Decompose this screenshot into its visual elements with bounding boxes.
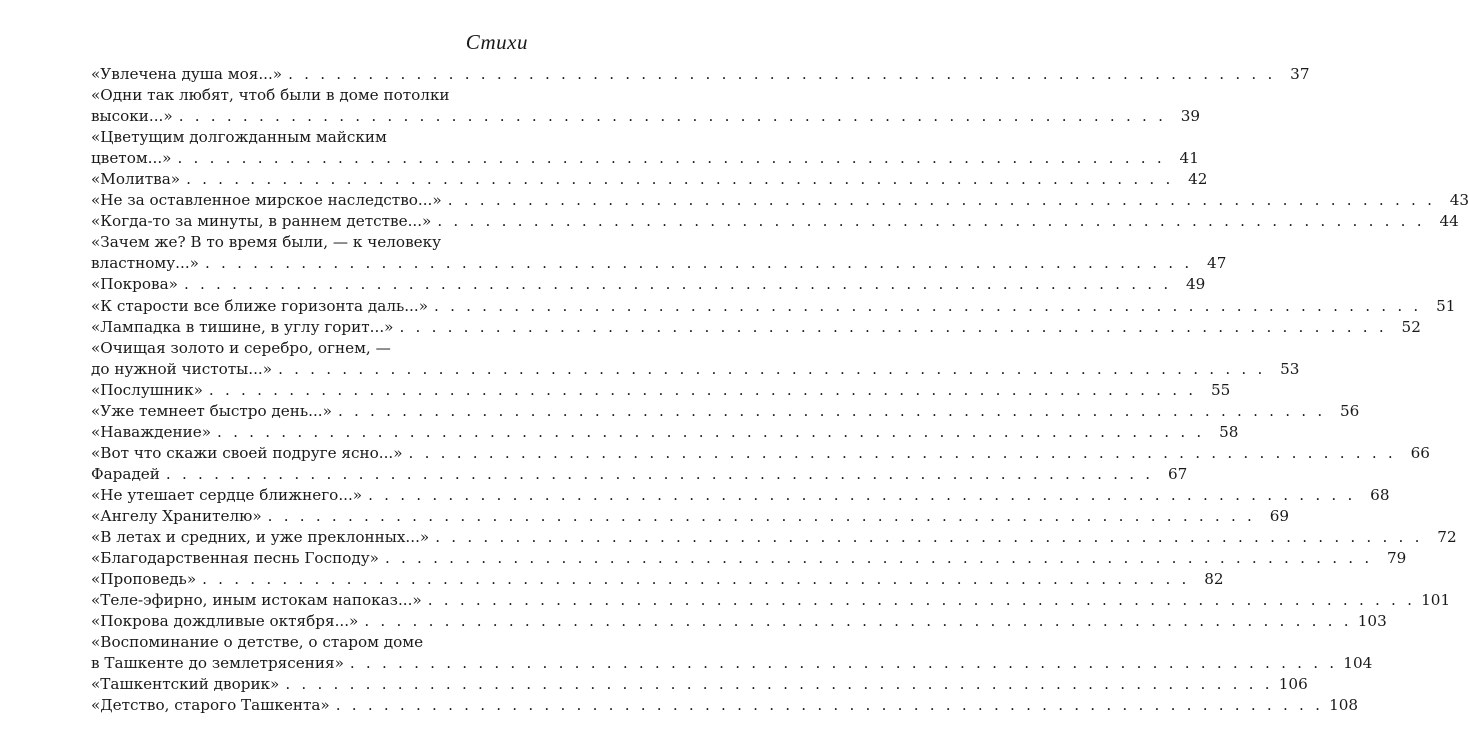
running-head: Стихи (465, 30, 528, 54)
toc-page-number: 41 (1179, 149, 1199, 168)
toc-page-number: 43 (1449, 191, 1469, 210)
toc-entry-title: «Наваждение» (91, 422, 212, 441)
toc-page-number: 42 (1188, 170, 1208, 189)
toc-entry-row (91, 211, 1459, 232)
dot-leader: . . . . . . . . . . . . . . . . . . . . . . . . . . . . . . . . . . . . . . . . . . . . . . . . . . . . . . . . . . . . . . (186, 170, 1174, 189)
toc-page-number: 56 (1340, 401, 1360, 420)
toc-entry (91, 632, 1373, 674)
toc-page-number: 82 (1204, 570, 1224, 589)
toc-entry-row (91, 464, 1188, 485)
toc-entry-title: «Увлечена душа моя...» (91, 65, 283, 83)
toc-entry-title: «Не утешает сердце ближнего...» (91, 485, 363, 504)
toc-entry (91, 169, 1208, 190)
table-of-contents (91, 64, 1469, 716)
toc-page-number: 66 (1410, 443, 1430, 462)
dot-leader: . . . . . . . . . . . . . . . . . . . . . . . . . . . . . . . . . . . . . . . . . . . . . . . . . . . . . . . . . . . . . . (337, 401, 1326, 420)
dot-leader: . . . . . . . . . . . . . . . . . . . . . . . . . . . . . . . . . . . . . . . . . . . . . . . . . . . . . . . . . . . . . . (435, 528, 1423, 547)
toc-entry-title: Фарадей (91, 464, 160, 483)
toc-entry-row (91, 674, 1308, 695)
toc-page-number: 58 (1219, 422, 1239, 441)
toc-entry-row (91, 106, 1201, 127)
toc-entry-title: «Ангелу Хранителю» (91, 506, 262, 525)
toc-entry (91, 274, 1206, 295)
dot-leader: . . . . . . . . . . . . . . . . . . . . . . . . . . . . . . . . . . . . . . . . . . . . . . . . . . . . . . . . . . . . . . (437, 212, 1425, 231)
toc-entry (91, 695, 1359, 716)
dot-leader: . . . . . . . . . . . . . . . . . . . . . . . . . . . . . . . . . . . . . . . . . . . . . . . . . . . . . . . . . . . . . . (408, 443, 1396, 462)
toc-entry-row (91, 590, 1451, 611)
toc-entry-row (91, 443, 1430, 464)
toc-entry-row (91, 148, 1199, 169)
toc-page-number: 47 (1207, 254, 1227, 273)
toc-entry-title: «Уже темнеет быстро день...» (91, 401, 332, 420)
toc-entry-row (91, 653, 1373, 674)
toc-entry-row (91, 506, 1290, 527)
toc-page-number: 68 (1370, 485, 1390, 504)
toc-entry (91, 506, 1290, 527)
toc-entry-row (91, 695, 1359, 716)
toc-entry-title: «Когда-то за минуты, в раннем детстве...» (91, 212, 432, 231)
dot-leader: . . . . . . . . . . . . . . . . . . . . . . . . . . . . . . . . . . . . . . . . . . . . . . . . . . . . . . . . . . . . . . (384, 549, 1373, 568)
toc-entry (91, 485, 1390, 506)
toc-entry (91, 464, 1188, 485)
dot-leader: . . . . . . . . . . . . . . . . . . . . . . . . . . . . . . . . . . . . . . . . . . . . . . . . . . . . . . . . . . . . . . (447, 191, 1436, 210)
toc-page-number: 51 (1436, 296, 1456, 315)
toc-entry-row (91, 64, 1310, 85)
toc-entry (91, 569, 1224, 590)
dot-leader: . . . . . . . . . . . . . . . . . . . . . . . . . . . . . . . . . . . . . . . . . . . . . . . . . . . . . . . . . . . . . . (204, 254, 1193, 273)
dot-leader: . . . . . . . . . . . . . . . . . . . . . . . . . . . . . . . . . . . . . . . . . . . . . . . . . . . . . . . . . . . . . . (202, 570, 1190, 589)
toc-entry-title: цветом...» (91, 149, 172, 168)
toc-entry-title-line: «Очищая золото и серебро, огнем, — (91, 338, 391, 357)
toc-page-number: 108 (1329, 696, 1359, 715)
toc-entry-title: «Молитва» (91, 170, 181, 189)
dot-leader: . . . . . . . . . . . . . . . . . . . . . . . . . . . . . . . . . . . . . . . . . . . . . . . . . . . . . . . . . . . . . . (278, 359, 1266, 378)
toc-page-number: 37 (1290, 65, 1310, 83)
dot-leader: . . . . . . . . . . . . . . . . . . . . . . . . . . . . . . . . . . . . . . . . . . . . . . . . . . . . . . . . . . . . . . (349, 654, 1338, 673)
toc-entry (91, 64, 1310, 85)
toc-entry-title: в Ташкенте до землетрясения» (91, 654, 344, 673)
toc-entry (91, 338, 1300, 380)
toc-entry (91, 590, 1451, 611)
toc-entry-row (91, 527, 1457, 548)
toc-entry (91, 401, 1360, 422)
toc-entry-title: «Теле-эфирно, иным истокам напоказ...» (91, 591, 422, 610)
toc-page-number: 69 (1269, 506, 1290, 525)
toc-entry-row (91, 317, 1421, 338)
toc-entry (91, 190, 1469, 211)
dot-leader: . . . . . . . . . . . . . . . . . . . . . . . . . . . . . . . . . . . . . . . . . . . . . . . . . . . . . . . . . . . . . . (285, 675, 1273, 694)
toc-entry (91, 211, 1459, 232)
toc-page-number: 106 (1278, 675, 1308, 694)
toc-entry-title: «Благодарственная песнь Господу» (91, 549, 379, 568)
toc-entry-row (91, 253, 1227, 274)
toc-entry-row (91, 548, 1407, 569)
dot-leader: . . . . . . . . . . . . . . . . . . . . . . . . . . . . . . . . . . . . . . . . . . . . . . . . . . . . . . . . . . . . . . (399, 317, 1387, 336)
dot-leader: . . . . . . . . . . . . . . . . . . . . . . . . . . . . . . . . . . . . . . . . . . . . . . . . . . . . . . . . . . . . . . (217, 422, 1205, 441)
toc-page-number: 49 (1186, 275, 1206, 294)
toc-entry-row (91, 359, 1300, 380)
toc-entry (91, 127, 1199, 169)
toc-page-number: 44 (1439, 212, 1459, 231)
toc-page-number: 55 (1211, 380, 1231, 399)
toc-entry-title: «Послушник» (91, 380, 203, 399)
dot-leader: . . . . . . . . . . . . . . . . . . . . . . . . . . . . . . . . . . . . . . . . . . . . . . . . . . . . . . . . . . . . . . (335, 696, 1324, 715)
toc-entry-row (91, 380, 1231, 401)
toc-entry-title: «Не за оставленное мирское наследство...» (91, 191, 442, 210)
toc-entry-title: «Покрова дождливые октября...» (91, 612, 359, 631)
toc-entry (91, 296, 1456, 317)
toc-entry-title: «Покрова» (91, 275, 178, 294)
toc-entry-row (91, 190, 1469, 211)
toc-entry (91, 527, 1457, 548)
toc-entry-row (91, 569, 1224, 590)
dot-leader: . . . . . . . . . . . . . . . . . . . . . . . . . . . . . . . . . . . . . . . . . . . . . . . . . . . . . . . . . . . . . . (165, 464, 1154, 483)
toc-entry-row (91, 401, 1360, 422)
toc-entry-row (91, 611, 1387, 632)
toc-entry (91, 674, 1308, 695)
dot-leader: . . . . . . . . . . . . . . . . . . . . . . . . . . . . . . . . . . . . . . . . . . . . . . . . . . . . . . . . . . . . . . (183, 275, 1172, 294)
toc-entry-title: «Ташкентский дворик» (91, 675, 280, 694)
toc-page-number: 101 (1421, 591, 1451, 610)
toc-entry (91, 232, 1227, 274)
toc-entry-row (91, 274, 1206, 295)
toc-entry (91, 443, 1430, 464)
toc-page-number: 79 (1387, 549, 1407, 568)
toc-entry-row (91, 169, 1208, 190)
toc-entry (91, 380, 1231, 401)
dot-leader: . . . . . . . . . . . . . . . . . . . . . . . . . . . . . . . . . . . . . . . . . . . . . . . . . . . . . . . . . . . . . . (267, 506, 1256, 525)
toc-entry-row (91, 296, 1456, 317)
toc-page-number: 104 (1343, 654, 1373, 673)
toc-entry (91, 422, 1239, 443)
toc-entry-title: «В летах и средних, и уже преклонных...» (91, 528, 430, 547)
toc-entry-title-line: «Воспоминание о детстве, о старом доме (91, 633, 424, 652)
toc-entry-title: «Детство, старого Ташкента» (91, 696, 330, 715)
toc-page-number: 72 (1437, 528, 1457, 547)
toc-entry (91, 85, 1201, 127)
toc-entry-title-line: «Цветущим долгожданным майским (91, 128, 387, 147)
dot-leader: . . . . . . . . . . . . . . . . . . . . . . . . . . . . . . . . . . . . . . . . . . . . . . . . . . . . . . . . . . . . . . (178, 107, 1167, 126)
dot-leader: . . . . . . . . . . . . . . . . . . . . . . . . . . . . . . . . . . . . . . . . . . . . . . . . . . . . . . . . . . . . . . (177, 149, 1165, 168)
toc-entry-title: «Проповедь» (91, 570, 197, 589)
toc-page-number: 52 (1401, 317, 1421, 336)
toc-entry-title: «Лампадка в тишине, в углу горит...» (91, 317, 394, 336)
toc-entry (91, 548, 1407, 569)
dot-leader: . . . . . . . . . . . . . . . . . . . . . . . . . . . . . . . . . . . . . . . . . . . . . . . . . . . . . . . . . . . . . . (288, 65, 1276, 83)
dot-leader: . . . . . . . . . . . . . . . . . . . . . . . . . . . . . . . . . . . . . . . . . . . . . . . . . . . . . . . . . . . . . . (368, 485, 1356, 504)
dot-leader: . . . . . . . . . . . . . . . . . . . . . . . . . . . . . . . . . . . . . . . . . . . . . . . . . . . . . . . . . . . . . . (434, 296, 1422, 315)
toc-page-number: 67 (1167, 464, 1188, 483)
toc-page-number: 103 (1357, 612, 1387, 631)
toc-page-number: 53 (1280, 359, 1300, 378)
dot-leader: . . . . . . . . . . . . . . . . . . . . . . . . . . . . . . . . . . . . . . . . . . . . . . . . . . . . . . . . . . . . . . (364, 612, 1352, 631)
toc-entry-row (91, 422, 1239, 443)
dot-leader: . . . . . . . . . . . . . . . . . . . . . . . . . . . . . . . . . . . . . . . . . . . . . . . . . . . . . . . . . . . . . . (427, 591, 1416, 610)
toc-entry-title: «Вот что скажи своей подруге ясно...» (91, 443, 403, 462)
toc-entry-title: высоки...» (91, 107, 173, 126)
toc-entry-title-line: «Одни так любят, чтоб были в доме потолки (91, 86, 450, 105)
toc-entry (91, 317, 1421, 338)
toc-entry-title: «К старости все ближе горизонта даль...» (91, 296, 429, 315)
toc-page-number: 39 (1180, 107, 1201, 126)
dot-leader: . . . . . . . . . . . . . . . . . . . . . . . . . . . . . . . . . . . . . . . . . . . . . . . . . . . . . . . . . . . . . . (208, 380, 1197, 399)
toc-entry-title: до нужной чистоты...» (91, 359, 273, 378)
toc-entry-title: властному...» (91, 254, 199, 273)
toc-entry-row (91, 485, 1390, 506)
toc-entry-title-line: «Зачем же? В то время были, — к человеку (91, 233, 442, 252)
toc-entry (91, 611, 1387, 632)
